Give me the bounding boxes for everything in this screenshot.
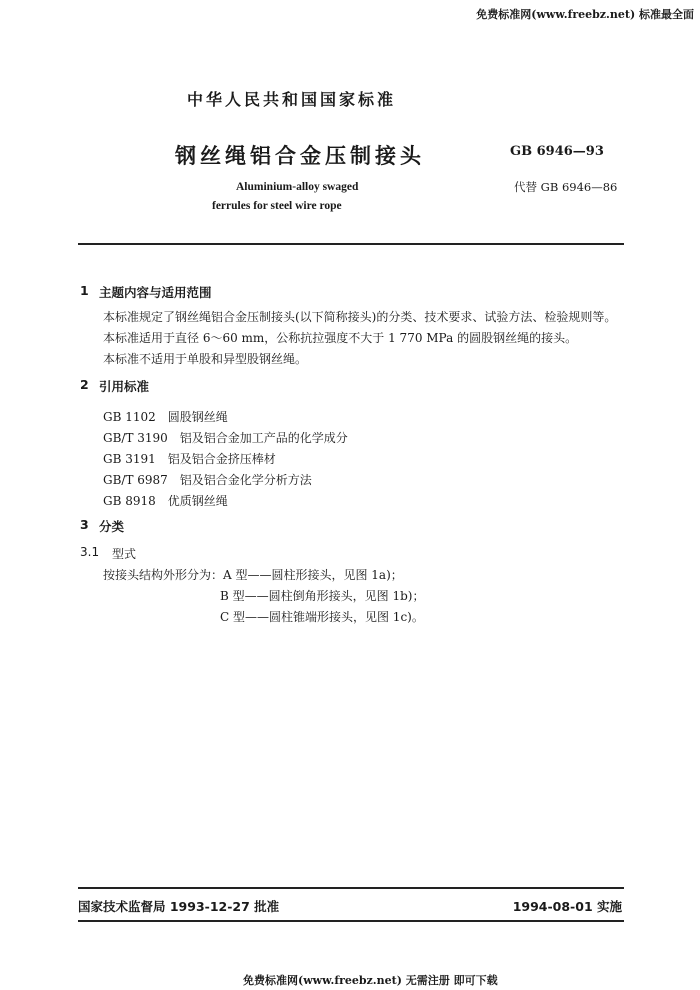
- reference-item: GB/T 6987 铝及铝合金化学分析方法: [103, 473, 312, 487]
- standard-title-zh: 钢丝绳铝合金压制接头: [175, 144, 425, 168]
- subsection-3-1-number: 3.1: [80, 545, 100, 559]
- section-1-paragraph-2: 本标准适用于直径 6～60 mm，公称抗拉强度不大于 1 770 MPa 的圆股钢丝绳的接头。: [103, 331, 578, 345]
- top-banner: 免费标准网(www.freebz.net) 标准最全面: [476, 8, 694, 21]
- reference-item: GB 1102 圆股钢丝绳: [103, 410, 228, 424]
- reference-item: GB 8918 优质钢丝绳: [103, 494, 228, 508]
- footer-divider: [78, 887, 624, 889]
- section-1-paragraph-3: 本标准不适用于单股和异型股钢丝绳。: [103, 352, 308, 366]
- standard-title-en-line1: Aluminium-alloy swaged: [236, 181, 359, 193]
- reference-item: GB 3191 铝及铝合金挤压棒材: [103, 452, 276, 466]
- replaces-standard: 代替 GB 6946—86: [514, 180, 618, 194]
- header-divider: [78, 243, 624, 245]
- approval-info: 国家技术监督局 1993-12-27 批准: [78, 899, 280, 914]
- implementation-date: 1994-08-01 实施: [512, 899, 622, 914]
- standard-title-en-line2: ferrules for steel wire rope: [212, 200, 342, 212]
- standard-number: GB 6946—93: [510, 144, 604, 159]
- section-3-title: 分类: [99, 519, 125, 534]
- bottom-banner: 免费标准网(www.freebz.net) 无需注册 即可下载: [243, 974, 498, 987]
- section-1-title: 主题内容与适用范围: [99, 285, 212, 300]
- type-c-line: C 型——圆柱锥端形接头，见图 1c)。: [220, 610, 424, 624]
- section-2-title: 引用标准: [99, 379, 150, 394]
- section-1-paragraph-1: 本标准规定了钢丝绳铝合金压制接头(以下简称接头)的分类、技术要求、试验方法、检验规则等。: [103, 310, 617, 324]
- footer-bottom-divider: [78, 920, 624, 922]
- section-2-number: 2: [80, 377, 89, 392]
- type-a-line: 按接头结构外形分为：A 型——圆柱形接头，见图 1a)；: [103, 568, 403, 582]
- type-b-line: B 型——圆柱倒角形接头，见图 1b)；: [220, 589, 425, 603]
- reference-item: GB/T 3190 铝及铝合金加工产品的化学成分: [103, 431, 348, 445]
- national-standard-heading: 中华人民共和国国家标准: [187, 90, 397, 109]
- section-3-number: 3: [80, 517, 89, 532]
- subsection-3-1-title: 型式: [112, 547, 137, 561]
- section-1-number: 1: [80, 283, 89, 298]
